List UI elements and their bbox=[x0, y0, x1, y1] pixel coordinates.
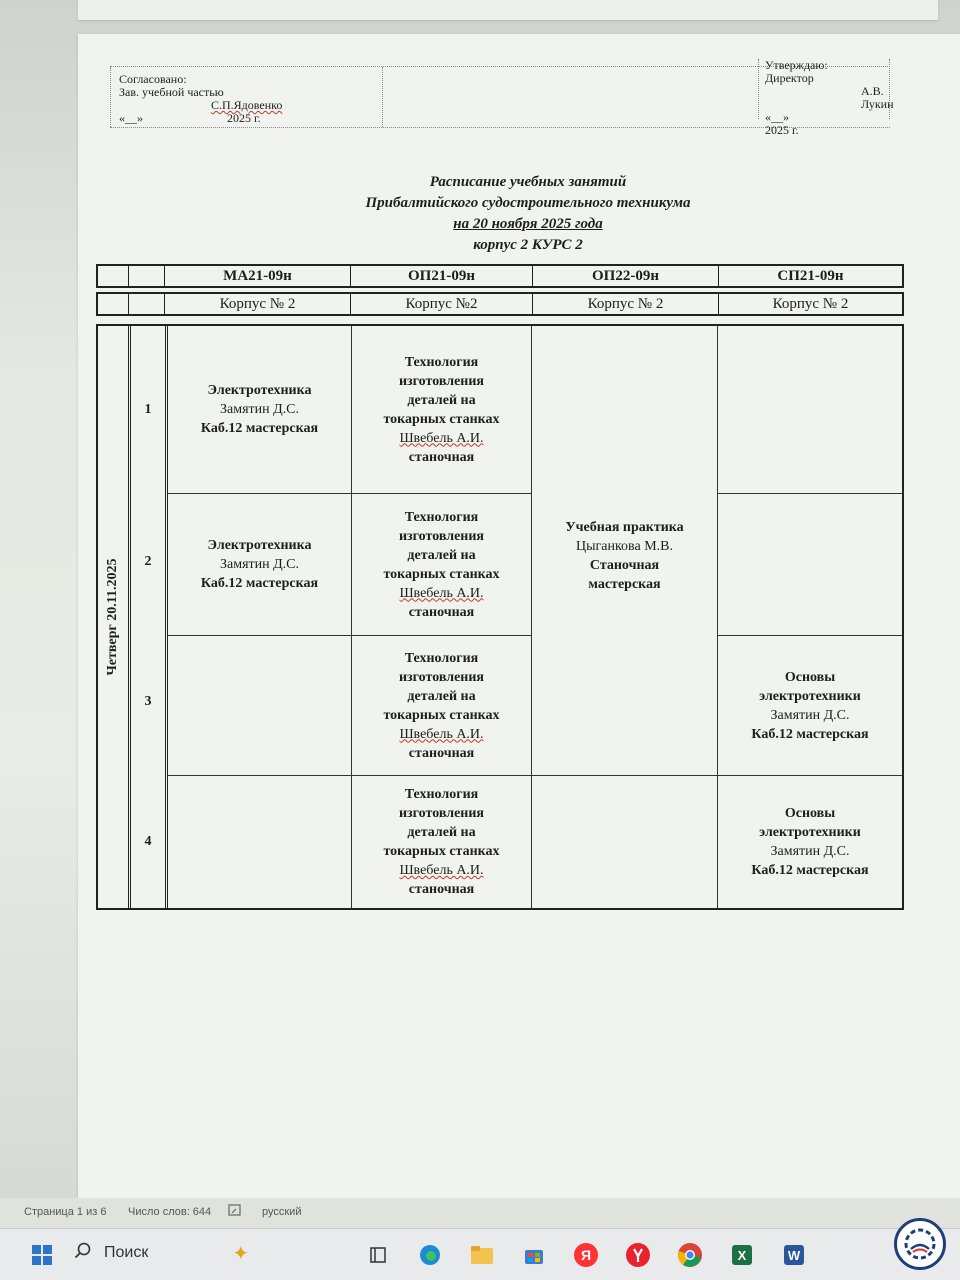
cell-ma21-lesson3 bbox=[168, 636, 352, 776]
edge-browser-icon[interactable] bbox=[414, 1239, 446, 1271]
cell-op21-2-l4: токарных станках bbox=[383, 566, 500, 582]
cell-op21-4-l1: Технология bbox=[404, 787, 479, 802]
approval-left-date-prefix: «__» bbox=[119, 111, 143, 125]
cell-sp21-4-room: Каб.12 мастерская bbox=[751, 863, 869, 878]
status-language[interactable]: русский bbox=[262, 1206, 302, 1218]
cell-op21-3-l4: токарных станках bbox=[383, 707, 500, 723]
day-label: Четверг 20.11.2025 bbox=[105, 558, 120, 676]
approval-left-line2: Зав. учебной частью bbox=[119, 85, 224, 99]
lesson-number-2: 2 bbox=[144, 554, 152, 569]
gear-logo-icon bbox=[897, 1221, 943, 1267]
yandex-browser-icon[interactable] bbox=[570, 1239, 602, 1271]
cell-op21-1-room: станочная bbox=[408, 449, 475, 465]
title-line3: на 20 ноября 2025 года bbox=[453, 216, 603, 232]
previous-page-edge bbox=[78, 0, 938, 20]
cell-op22-lessons-1-3 bbox=[532, 326, 718, 776]
cell-op21-lesson3 bbox=[352, 636, 532, 776]
lesson-number-column bbox=[131, 326, 168, 908]
cell-op21-3-l1: Технология bbox=[404, 650, 479, 666]
store-icon[interactable] bbox=[518, 1239, 550, 1271]
lesson-number-3: 3 bbox=[144, 694, 152, 709]
lesson-number-1: 1 bbox=[144, 402, 152, 417]
cell-sp21-lesson4 bbox=[718, 776, 902, 908]
cell-sp21-3-teacher: Замятин Д.С. bbox=[770, 707, 850, 723]
group-header-sp21: СП21-09н bbox=[718, 266, 902, 286]
lesson-number-4: 4 bbox=[144, 834, 152, 849]
cell-op21-lesson2 bbox=[352, 494, 532, 636]
group-header-op21: ОП21-09н bbox=[350, 266, 532, 286]
title-line1: Расписание учебных занятий bbox=[429, 174, 627, 190]
chrome-icon[interactable] bbox=[674, 1239, 706, 1271]
cell-op22-room2: мастерская bbox=[588, 577, 661, 592]
cell-op21-4-l4: токарных станках bbox=[383, 844, 500, 859]
cell-sp21-3-l1: Основы bbox=[784, 669, 836, 685]
approval-right-line1: Утверждаю: bbox=[765, 58, 828, 72]
day-column bbox=[98, 326, 131, 908]
yandex-icon[interactable] bbox=[622, 1239, 654, 1271]
schedule-table bbox=[96, 264, 904, 910]
cell-ma21-2-subject: Электротехника bbox=[207, 538, 312, 553]
cell-sp21-4-teacher: Замятин Д.С. bbox=[770, 844, 850, 859]
building-op22: Корпус № 2 bbox=[532, 294, 718, 314]
approval-right-name: А.В. Лукин bbox=[861, 84, 894, 111]
cell-sp21-4-l2: электротехники bbox=[759, 825, 861, 840]
overlay-logo-badge bbox=[894, 1218, 946, 1270]
cell-ma21-2-teacher: Замятин Д.С. bbox=[219, 557, 300, 572]
search-icon bbox=[74, 1242, 92, 1265]
cell-op21-3-l2: изготовления bbox=[398, 669, 484, 685]
cell-ma21-1-teacher: Замятин Д.С. bbox=[219, 402, 300, 417]
cell-op21-1-l2: изготовления bbox=[398, 373, 484, 389]
approval-right-date-prefix: «__» bbox=[765, 110, 789, 124]
header-blank-day bbox=[98, 266, 128, 286]
cell-ma21-1-subject: Электротехника bbox=[207, 383, 312, 398]
approval-middle bbox=[382, 67, 759, 127]
search-label: Поиск bbox=[104, 1244, 149, 1261]
cell-sp21-lesson1 bbox=[718, 326, 902, 494]
schedule-title bbox=[228, 172, 828, 256]
cell-sp21-lesson2 bbox=[718, 494, 902, 636]
building-blank-num bbox=[128, 294, 164, 314]
title-line2: Прибалтийского судостроительного техникума bbox=[365, 195, 691, 211]
group-header-ma21: МА21-09н bbox=[164, 266, 350, 286]
group-header-op22: ОП22-09н bbox=[532, 266, 718, 286]
cell-sp21-3-l2: электротехники bbox=[759, 688, 861, 704]
cell-op22-lesson4 bbox=[532, 776, 718, 908]
building-op21: Корпус №2 bbox=[350, 294, 532, 314]
status-page-count[interactable]: Страница 1 из 6 bbox=[24, 1206, 107, 1218]
cell-op22-room1: Станочная bbox=[589, 558, 660, 573]
approval-left-line1: Согласовано: bbox=[119, 72, 187, 86]
group-header-row bbox=[96, 264, 904, 288]
cell-ma21-lesson4 bbox=[168, 776, 352, 908]
cell-op21-2-l2: изготовления bbox=[398, 528, 484, 544]
file-explorer-icon[interactable] bbox=[466, 1239, 498, 1271]
cell-ma21-1-room: Каб.12 мастерская bbox=[200, 421, 319, 436]
cell-op21-2-room: станочная bbox=[408, 604, 475, 620]
cell-sp21-3-room: Каб.12 мастерская bbox=[751, 726, 869, 742]
cell-ma21-lesson2 bbox=[168, 494, 352, 636]
taskbar bbox=[0, 1228, 960, 1280]
cell-op21-2-teacher: Швебель А.И. bbox=[399, 585, 484, 601]
building-blank-day bbox=[98, 294, 128, 314]
approval-header bbox=[110, 58, 894, 137]
approval-right-line2: Директор bbox=[765, 71, 814, 85]
cell-op21-1-l1: Технология bbox=[404, 354, 479, 370]
cell-sp21-4-l1: Основы bbox=[784, 806, 836, 821]
building-ma21: Корпус № 2 bbox=[164, 294, 350, 314]
approval-left-date-year: 2025 г. bbox=[227, 111, 261, 125]
cell-op21-3-l3: деталей на bbox=[407, 688, 476, 704]
svg-text:X: X bbox=[737, 1248, 747, 1263]
cell-op22-subject: Учебная практика bbox=[565, 520, 684, 535]
cell-op21-1-teacher: Швебель А.И. bbox=[399, 430, 484, 446]
cell-op22-teacher: Цыганкова М.В. bbox=[576, 539, 673, 554]
cell-op21-2-l1: Технология bbox=[404, 509, 479, 525]
task-view-icon[interactable] bbox=[362, 1239, 394, 1271]
word-icon[interactable] bbox=[778, 1239, 810, 1271]
cell-op21-4-l2: изготовления bbox=[398, 806, 484, 821]
status-word-count[interactable]: Число слов: 644 bbox=[128, 1206, 212, 1218]
cell-op21-4-teacher: Швебель А.И. bbox=[399, 863, 484, 878]
document-page bbox=[78, 34, 960, 1214]
excel-icon[interactable] bbox=[726, 1239, 758, 1271]
taskbar-search[interactable] bbox=[66, 1235, 286, 1271]
cell-op21-4-room: станочная bbox=[408, 882, 475, 897]
copilot-sparkle-icon: ✦ bbox=[232, 1242, 250, 1265]
approval-right bbox=[758, 58, 894, 137]
approval-left-name: С.П.Ядовенко bbox=[211, 98, 283, 112]
proofing-icon[interactable] bbox=[228, 1204, 242, 1221]
schedule-body bbox=[96, 324, 904, 910]
approval-right-date-year: 2025 г. bbox=[765, 123, 799, 137]
building-row bbox=[96, 292, 904, 316]
cell-op21-lesson1 bbox=[352, 326, 532, 494]
cell-op21-2-l3: деталей на bbox=[407, 547, 476, 563]
cell-ma21-lesson1 bbox=[168, 326, 352, 494]
svg-text:Я: Я bbox=[580, 1247, 592, 1263]
word-status-bar bbox=[0, 1198, 960, 1228]
cell-op21-1-l3: деталей на bbox=[407, 392, 476, 408]
cell-op21-4-l3: деталей на bbox=[407, 825, 476, 840]
cell-op21-3-room: станочная bbox=[408, 745, 475, 761]
approval-left bbox=[110, 67, 382, 127]
cell-op21-1-l4: токарных станках bbox=[383, 411, 500, 427]
title-line4: корпус 2 КУРС 2 bbox=[473, 237, 583, 253]
cell-op21-lesson4 bbox=[352, 776, 532, 908]
cell-ma21-2-room: Каб.12 мастерская bbox=[200, 576, 319, 591]
cell-sp21-lesson3 bbox=[718, 636, 902, 776]
cell-op21-3-teacher: Швебель А.И. bbox=[399, 726, 484, 742]
svg-text:W: W bbox=[787, 1248, 801, 1263]
windows-start-icon[interactable] bbox=[26, 1239, 58, 1271]
building-sp21: Корпус № 2 bbox=[718, 294, 902, 314]
header-blank-num bbox=[128, 266, 164, 286]
